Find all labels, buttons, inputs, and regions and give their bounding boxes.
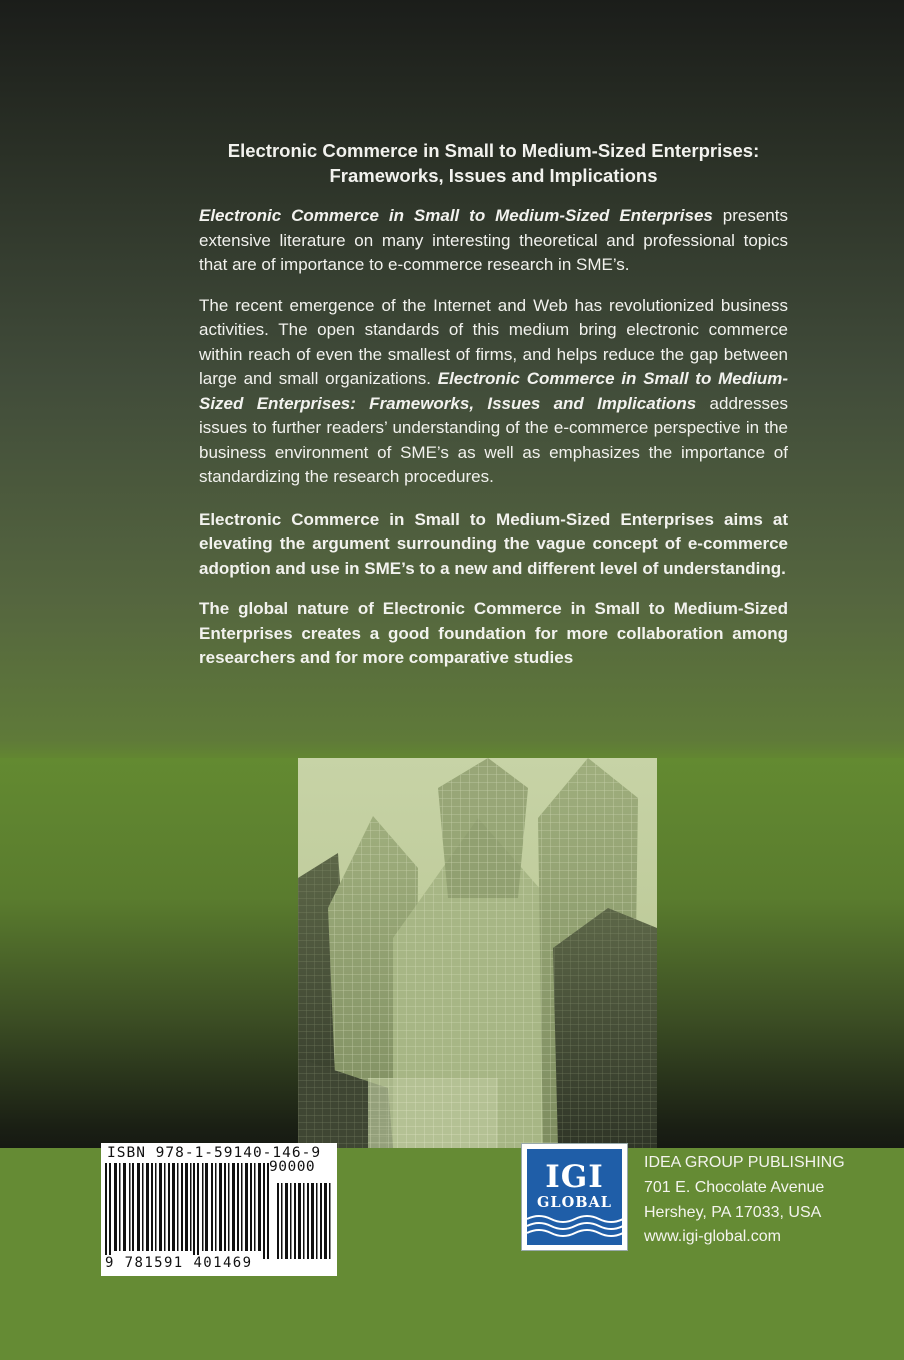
paragraph-global-nature: The global nature of Electronic Commerce in Small to Medium-Sized Enterprises creates a good foundation for more collaboration among researchers and for more comparative studies [199, 599, 788, 667]
logo-line-2: GLOBAL [537, 1194, 612, 1211]
barcode-bars [105, 1163, 333, 1259]
blurb-text-block [199, 138, 788, 671]
intro-text: presents extensive literature on many interesting theoretical and professional topics that are of importance to e-commerce research in SME’s. [199, 206, 788, 274]
barcode-label [101, 1143, 337, 1276]
igi-global-logo [521, 1143, 628, 1251]
building-photo [298, 758, 657, 1148]
book-title [199, 138, 788, 188]
full-title-italic: Electronic Commerce in Small to Medium-Sized Enterprises: Frameworks, Issues and Implications [199, 369, 789, 413]
publisher-street: 701 E. Chocolate Avenue [644, 1178, 825, 1196]
waves-icon [527, 1213, 622, 1243]
isbn-text: ISBN 978-1-59140-146-9 [107, 1145, 322, 1161]
title-line-1: Electronic Commerce in Small to Medium-Sized Enterprises: [227, 140, 760, 161]
publisher-address [644, 1151, 845, 1250]
barcode-addon-number: 90000 [269, 1159, 316, 1175]
paragraph-intro [199, 204, 788, 278]
paragraph-emergence [199, 294, 788, 490]
publisher-name: IDEA GROUP PUBLISHING [644, 1154, 845, 1171]
logo-line-1: IGI [545, 1159, 604, 1195]
title-line-2: Frameworks, Issues and Implications [329, 165, 658, 186]
publisher-website: www.igi-global.com [644, 1228, 781, 1246]
ean-number: 9 781591 401469 [105, 1255, 253, 1271]
emergence-rest: addresses issues to further readers’ understanding of the e-commerce perspective in the business environment of SME’s as well as emphasizes the importance of standardizing the research procedures. [199, 393, 788, 486]
emergence-text: The recent emergence of the Internet and Web has revolutionized business activities. The open standards of this medium bring electronic commerce within reach of even the smallest of firms, and helps reduce the gap between large and small organizations. [199, 295, 788, 388]
paragraph-aims: Electronic Commerce in Small to Medium-Sized Enterprises aims at elevating the argument surrounding the vague concept of e-commerce adoption and use in SME’s to a new and different level of understanding. [199, 509, 788, 578]
logo-background [527, 1149, 622, 1245]
book-title-italic: Electronic Commerce in Small to Medium-Sized Enterprises [199, 206, 713, 225]
publisher-city: Hershey, PA 17033, USA [644, 1203, 822, 1221]
